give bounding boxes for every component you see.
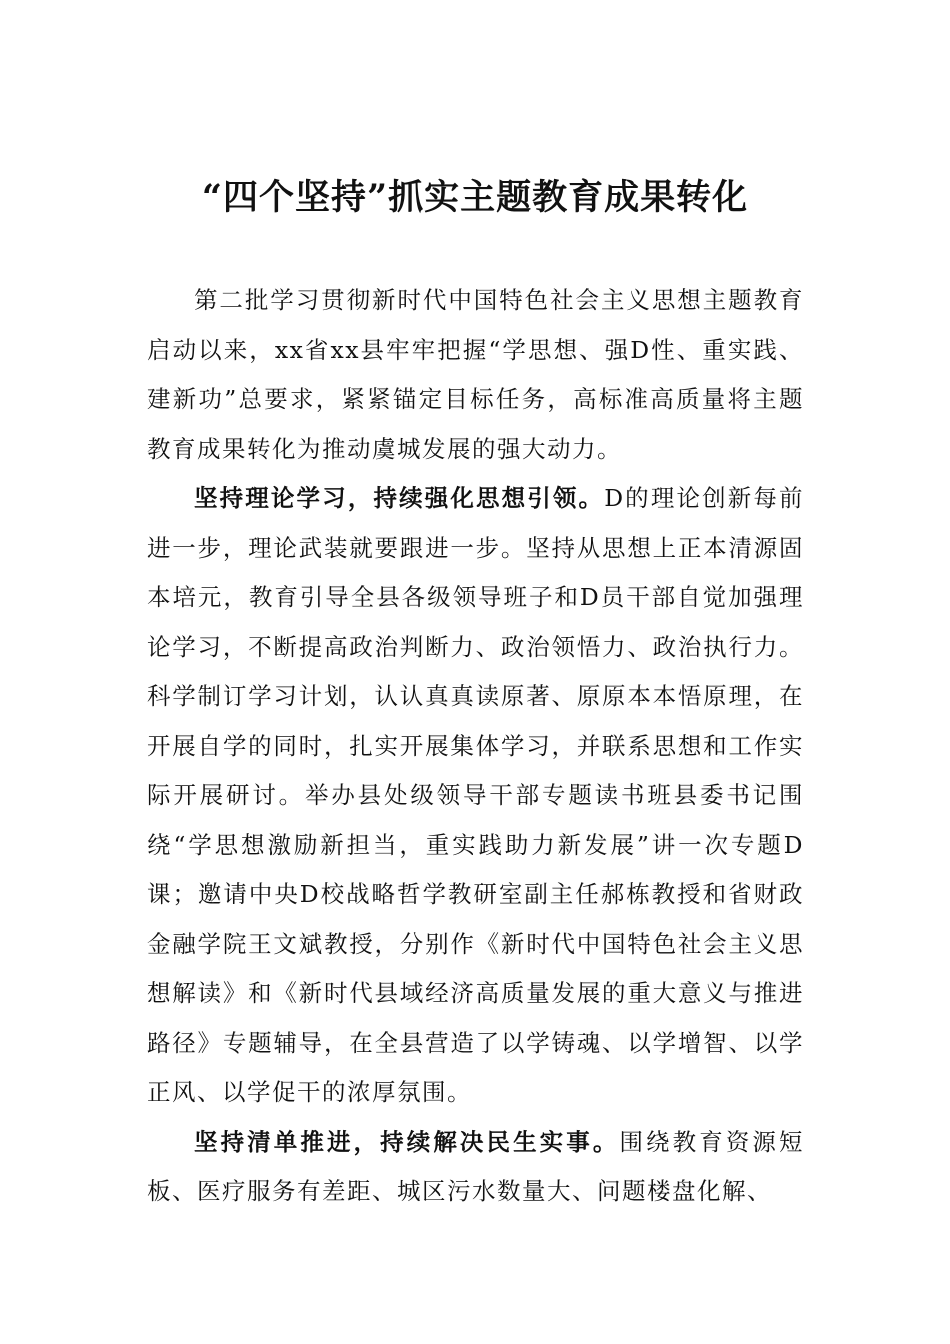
paragraph-lead: 坚持清单推进，持续解决民生实事。	[194, 1127, 620, 1156]
paragraph-intro	[147, 276, 804, 474]
paragraph-lead: 坚持理论学习，持续强化思想引领。	[194, 484, 605, 512]
document-body	[147, 276, 804, 1217]
paragraph-theory-study	[147, 474, 804, 1118]
document-title: “四个坚持”抓实主题教育成果转化	[201, 177, 749, 218]
paragraph-text: D的理论创新每前进一步，理论武装就要跟进一步。坚持从思想上正本清源固本培元，教育引导全县各级领导班子和D员干部自觉加强理论学习，不断提高政治判断力、政治领悟力、政治执行力。科学制订学习计划，认认真真读原著、原原本本悟原理，在开展自学的同时，扎实开展集体学习，并联系思想和工作实际开展研讨。举办县处级领导干部专题读书班县委书记围绕“学思想激励新担当，重实践助力新发展”讲一次专题D课；邀请中央D校战略哲学教研室副主任郝栋教授和省财政金融学院王文斌教授，分别作《新时代中国特色社会主义思想解读》和《新时代县域经济高质量发展的重大意义与推进路径》专题辅导，在全县营造了以学铸魂、以学增智、以学正风、以学促干的浓厚氛围。	[147, 484, 805, 1106]
paragraph-list-progress	[147, 1118, 804, 1217]
paragraph-text: 第二批学习贯彻新时代中国特色社会主义思想主题教育启动以来，xx省xx县牢牢把握“学思想、强D性、重实践、建新功”总要求，紧紧锚定目标任务，高标准高质量将主题教育成果转化为推动虞城发展的强大动力。	[147, 286, 804, 463]
paragraph-text: 围绕教育资源短板、医疗服务有差距、城区污水数量大、问题楼盘化解、	[147, 1127, 805, 1205]
